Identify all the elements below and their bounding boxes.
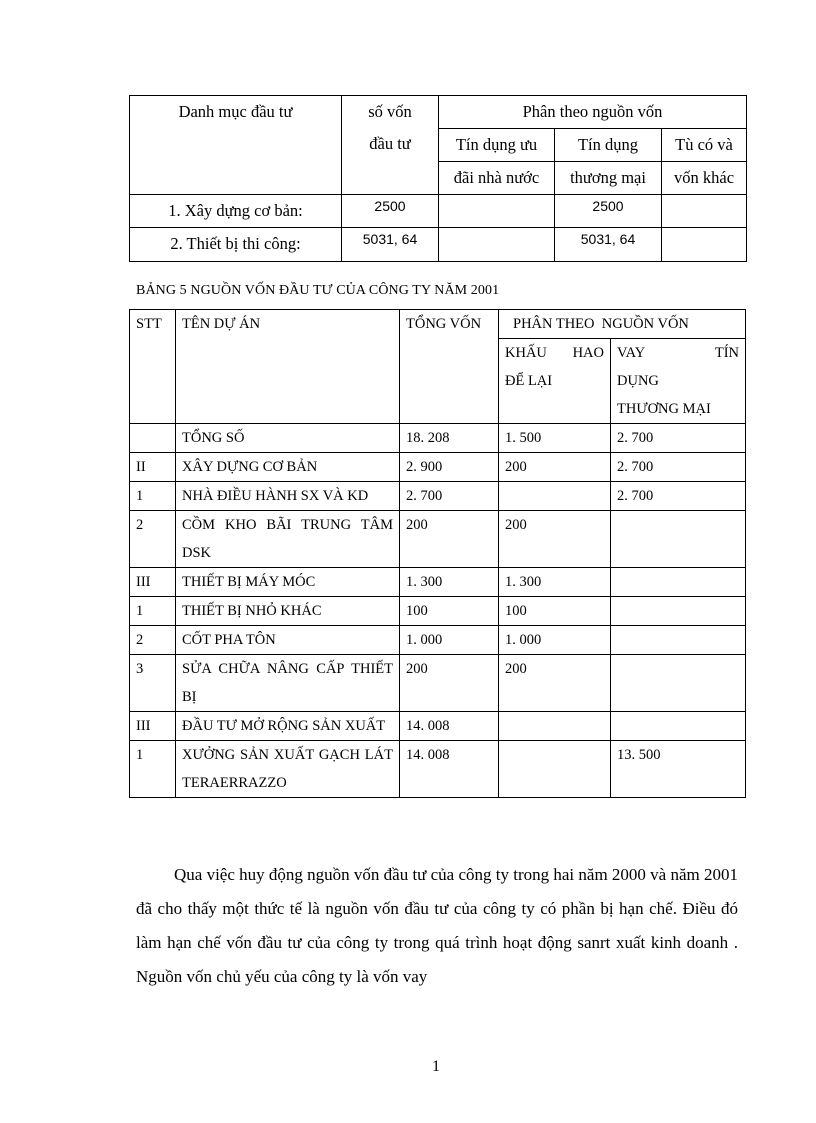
row-depreciation xyxy=(499,482,611,511)
row-project-name: XƯỞNG SẢN XUẤT GẠCH LÁT TERAERRAZZO xyxy=(176,741,400,798)
row-project-name: CỐT PHA TÔN xyxy=(176,626,400,655)
row-project-name: ĐẦU TƯ MỞ RỘNG SẢN XUẤT xyxy=(176,712,400,741)
row-project-name: THIẾT BỊ NHỎ KHÁC xyxy=(176,597,400,626)
row-total: 1. 000 xyxy=(400,626,499,655)
row-project-name: XÂY DỰNG CƠ BẢN xyxy=(176,453,400,482)
row-total: 2. 900 xyxy=(400,453,499,482)
header-preferential-credit-l2: đãi nhà nước xyxy=(439,162,555,195)
header-own-funds-l2: vốn khác xyxy=(662,162,747,195)
header-category: Danh mục đầu tư xyxy=(130,96,342,195)
table-row xyxy=(130,195,747,228)
row-total: 1. 300 xyxy=(400,568,499,597)
header-stt: STT xyxy=(130,310,176,424)
row-stt: 2 xyxy=(130,626,176,655)
table-row xyxy=(130,741,746,798)
row-stt: III xyxy=(130,568,176,597)
header-own-funds: Tù có và xyxy=(662,129,747,162)
row-loan: 2. 700 xyxy=(611,453,746,482)
row-stt: III xyxy=(130,712,176,741)
table-caption: BẢNG 5 NGUỒN VỐN ĐẦU TƯ CỦA CÔNG TY NĂM 2001 xyxy=(136,283,500,298)
row-project-name: CỒM KHO BÃI TRUNG TÂM DSK xyxy=(176,511,400,568)
row-loan xyxy=(611,655,746,712)
row-depreciation: 200 xyxy=(499,655,611,712)
row-commercial: 5031, 64 xyxy=(555,228,662,262)
row-loan xyxy=(611,511,746,568)
row-project-name: TỔNG SỐ xyxy=(176,424,400,453)
row-loan: 2. 700 xyxy=(611,424,746,453)
table-row xyxy=(130,228,747,262)
row-stt: II xyxy=(130,453,176,482)
row-capital: 5031, 64 xyxy=(342,228,439,262)
row-total: 100 xyxy=(400,597,499,626)
header-commercial-credit: Tín dụng xyxy=(555,129,662,162)
row-stt: 3 xyxy=(130,655,176,712)
header-commercial-loan: VAY TÍN DỤNG THƯƠNG MẠI xyxy=(611,339,746,424)
row-depreciation: 200 xyxy=(499,511,611,568)
row-depreciation: 1. 500 xyxy=(499,424,611,453)
row-loan xyxy=(611,597,746,626)
row-project-name: SỬA CHỮA NÂNG CẤP THIẾT BỊ xyxy=(176,655,400,712)
table-row xyxy=(130,424,746,453)
row-depreciation xyxy=(499,741,611,798)
row-depreciation: 200 xyxy=(499,453,611,482)
row-total: 14. 008 xyxy=(400,741,499,798)
row-total: 2. 700 xyxy=(400,482,499,511)
row-preferential xyxy=(439,195,555,228)
row-total: 200 xyxy=(400,655,499,712)
table-row xyxy=(130,655,746,712)
table-row xyxy=(130,712,746,741)
header-depreciation-retained: KHẤU HAO ĐỂ LẠI xyxy=(499,339,611,424)
row-project-name: THIẾT BỊ MÁY MÓC xyxy=(176,568,400,597)
row-project-name: NHÀ ĐIỀU HÀNH SX VÀ KD xyxy=(176,482,400,511)
table-row xyxy=(130,453,746,482)
row-loan xyxy=(611,626,746,655)
row-stt: 1 xyxy=(130,482,176,511)
header-commercial-credit-l2: thương mại xyxy=(555,162,662,195)
row-loan xyxy=(611,568,746,597)
row-preferential xyxy=(439,228,555,262)
row-stt: 2 xyxy=(130,511,176,568)
investment-summary-table xyxy=(129,95,747,262)
row-stt: 1 xyxy=(130,597,176,626)
row-loan xyxy=(611,712,746,741)
header-capital: số vốn đầu tư xyxy=(342,96,439,195)
table-row xyxy=(130,482,746,511)
row-capital: 2500 xyxy=(342,195,439,228)
table-row xyxy=(130,597,746,626)
row-label: 2. Thiết bị thi công: xyxy=(130,228,342,262)
row-own xyxy=(662,195,747,228)
table-row xyxy=(130,568,746,597)
row-commercial: 2500 xyxy=(555,195,662,228)
table-row xyxy=(130,511,746,568)
row-label: 1. Xây dựng cơ bản: xyxy=(130,195,342,228)
investment-sources-2001-table xyxy=(129,309,746,798)
row-total: 200 xyxy=(400,511,499,568)
row-own xyxy=(662,228,747,262)
row-depreciation xyxy=(499,712,611,741)
row-stt: 1 xyxy=(130,741,176,798)
row-stt xyxy=(130,424,176,453)
row-depreciation: 1. 300 xyxy=(499,568,611,597)
row-total: 18. 208 xyxy=(400,424,499,453)
header-preferential-credit: Tín dụng ưu xyxy=(439,129,555,162)
page-number: 1 xyxy=(432,1058,440,1075)
header-total-capital: TỔNG VỐN xyxy=(400,310,499,424)
row-loan: 2. 700 xyxy=(611,482,746,511)
row-loan: 13. 500 xyxy=(611,741,746,798)
header-by-source: PHÂN THEO NGUỒN VỐN xyxy=(499,310,746,339)
body-paragraph: Qua việc huy động nguồn vốn đầu tư của công ty trong hai năm 2000 và năm 2001 đã cho thấy một thức tế là nguồn vốn đầu tư của công ty có phần bị hạn chế. Điều đó làm hạn chế vốn đầu tư của công ty trong quá trình hoạt động sanrt xuất kinh doanh . Nguồn vốn chủ yếu của công ty là vốn vay xyxy=(136,865,738,986)
row-depreciation: 100 xyxy=(499,597,611,626)
header-project-name: TÊN DỰ ÁN xyxy=(176,310,400,424)
row-depreciation: 1. 000 xyxy=(499,626,611,655)
table-row xyxy=(130,626,746,655)
row-total: 14. 008 xyxy=(400,712,499,741)
header-by-source: Phân theo nguồn vốn xyxy=(439,96,747,129)
